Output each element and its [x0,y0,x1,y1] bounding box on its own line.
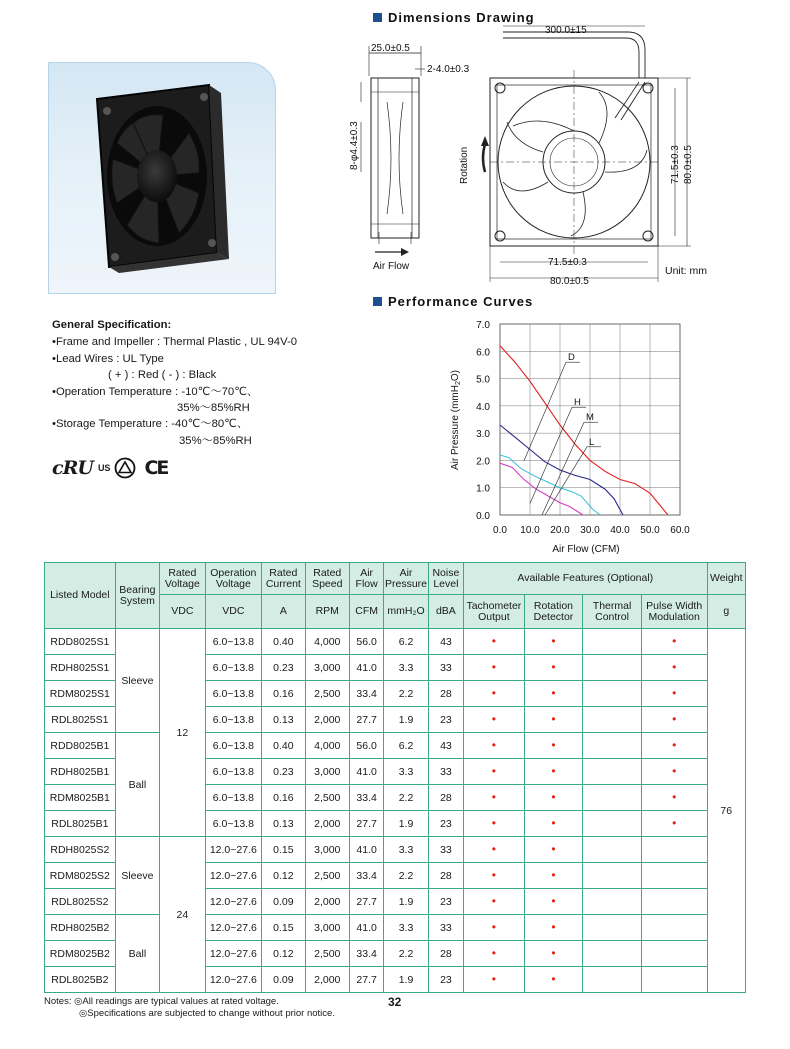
speed-cell: 4,000 [305,629,349,655]
speed-cell: 2,000 [305,707,349,733]
noise-cell: 33 [428,915,463,941]
pwm-cell [641,629,707,655]
op-voltage-cell: 6.0~13.8 [205,733,262,759]
flow-cell: 33.4 [349,941,383,967]
speed-cell: 3,000 [305,915,349,941]
rotation-cell [524,811,583,837]
feature-dot: • [551,763,556,778]
noise-cell: 28 [428,681,463,707]
chart-x-tick: 40.0 [610,525,630,536]
spec-line: ( + ) : Red ( - ) : Black [108,369,217,382]
th-rated-voltage: Rated Voltage [160,563,205,595]
rotation-cell [524,759,583,785]
pwm-cell [641,733,707,759]
bearing-cell: Sleeve [115,837,159,915]
th-rated-current: Rated Current [262,563,305,595]
pwm-cell [641,915,707,941]
op-voltage-cell: 6.0~13.8 [205,629,262,655]
chart-y-tick: 2.0 [476,456,490,468]
op-voltage-cell: 6.0~13.8 [205,655,262,681]
pwm-cell [641,707,707,733]
feature-dot: • [672,711,677,726]
noise-cell: 33 [428,759,463,785]
weight-cell: 76 [707,629,745,993]
speed-cell: 4,000 [305,733,349,759]
unit-speed: RPM [305,595,349,629]
pressure-cell: 2.2 [384,681,428,707]
op-voltage-cell: 12.0~27.6 [205,889,262,915]
tachometer-cell [464,863,525,889]
unit-noise: dBA [428,595,463,629]
curve-label-leader [542,422,584,515]
model-cell: RDH8025B1 [45,759,116,785]
speed-cell: 3,000 [305,759,349,785]
table-row [45,733,746,759]
th-features: Available Features (Optional) [464,563,707,595]
rotation-cell [524,785,583,811]
feature-tachometer: Tachometer Output [464,595,525,629]
feature-dot: • [491,867,496,882]
feature-dot: • [491,945,496,960]
flow-cell: 33.4 [349,785,383,811]
th-rated-speed: Rated Speed [305,563,349,595]
feature-dot: • [672,685,677,700]
rotation-cell [524,941,583,967]
chart-y-axis-label: Air Pressure (mmH$_2$O) [450,369,462,471]
current-cell: 0.09 [262,889,305,915]
model-cell: RDL8025S1 [45,707,116,733]
tachometer-cell [464,967,525,993]
unit-op-voltage: VDC [205,595,262,629]
model-cell: RDL8025S2 [45,889,116,915]
rotation-cell [524,837,583,863]
speed-cell: 2,000 [305,889,349,915]
spec-line: 35%～85%RH [179,434,252,447]
feature-dot: • [551,685,556,700]
op-voltage-cell: 6.0~13.8 [205,759,262,785]
feature-dot: • [491,789,496,804]
noise-cell: 28 [428,863,463,889]
model-cell: RDM8025B1 [45,785,116,811]
section-bullet-icon [373,297,382,306]
curve-label-leader [524,362,566,461]
current-cell: 0.13 [262,707,305,733]
page-number: 32 [388,995,402,1009]
feature-dot: • [491,659,496,674]
dim-frame-h: 80.0±0.5 [550,276,589,287]
speed-cell: 2,000 [305,811,349,837]
thermal-cell [583,629,642,655]
op-voltage-cell: 12.0~27.6 [205,967,262,993]
current-cell: 0.13 [262,811,305,837]
chart-y-tick: 5.0 [476,374,490,386]
current-cell: 0.15 [262,915,305,941]
model-cell: RDD8025S1 [45,629,116,655]
noise-cell: 43 [428,629,463,655]
th-bearing: Bearing System [115,563,159,629]
op-voltage-cell: 12.0~27.6 [205,941,262,967]
chart-x-tick: 0.0 [493,525,507,536]
thermal-cell [583,655,642,681]
th-operation-voltage: Operation Voltage [205,563,262,595]
pwm-cell [641,655,707,681]
tachometer-cell [464,785,525,811]
feature-dot: • [672,815,677,830]
product-photo-panel [48,62,276,294]
tachometer-cell [464,837,525,863]
current-cell: 0.23 [262,759,305,785]
section-bullet-icon [373,13,382,22]
dim-air-flow: Air Flow [373,261,410,272]
table-row [45,915,746,941]
speed-cell: 3,000 [305,655,349,681]
feature-rotation: Rotation Detector [524,595,583,629]
pwm-cell [641,967,707,993]
dim-frame-v: 80.0±0.5 [683,145,694,184]
dimensions-drawing [345,22,720,290]
rated-voltage-cell: 24 [160,837,205,993]
pressure-cell: 6.2 [384,733,428,759]
feature-dot: • [551,919,556,934]
pwm-cell [641,785,707,811]
model-cell: RDH8025S1 [45,655,116,681]
thermal-cell [583,811,642,837]
feature-dot: • [491,971,496,986]
current-cell: 0.23 [262,655,305,681]
feature-dot: • [491,737,496,752]
chart-x-tick: 10.0 [520,525,540,536]
tachometer-cell [464,889,525,915]
performance-chart [440,312,710,557]
curve-H [500,425,623,515]
thermal-cell [583,785,642,811]
rotation-cell [524,707,583,733]
pressure-cell: 2.2 [384,863,428,889]
noise-cell: 28 [428,785,463,811]
bearing-cell: Sleeve [115,629,159,733]
tachometer-cell [464,655,525,681]
rotation-cell [524,655,583,681]
thermal-cell [583,681,642,707]
flow-cell: 56.0 [349,629,383,655]
pressure-cell: 2.2 [384,941,428,967]
pwm-cell [641,889,707,915]
noise-cell: 28 [428,941,463,967]
feature-dot: • [551,789,556,804]
curve-label-L: L [589,436,595,448]
thermal-cell [583,863,642,889]
spec-line: •Frame and Impeller : Thermal Plastic , UL 94V-0 [52,336,298,349]
speed-cell: 3,000 [305,837,349,863]
feature-dot: • [672,737,677,752]
feature-dot: • [672,633,677,648]
op-voltage-cell: 12.0~27.6 [205,915,262,941]
chart-y-tick: 7.0 [476,320,490,331]
front-view [481,26,691,282]
ul-logo: cRU [52,457,93,479]
note-line: Notes: ◎All readings are typical values at rated voltage. [44,996,279,1007]
pwm-cell [641,837,707,863]
rotation-cell [524,733,583,759]
chart-y-tick: 0.0 [476,511,490,522]
tachometer-cell [464,629,525,655]
curve-D [500,346,668,515]
pressure-cell: 1.9 [384,889,428,915]
model-cell: RDL8025B1 [45,811,116,837]
pwm-cell [641,681,707,707]
current-cell: 0.09 [262,967,305,993]
feature-dot: • [672,763,677,778]
rotation-cell [524,889,583,915]
feature-dot: • [491,633,496,648]
th-noise: Noise Level [428,563,463,595]
rotation-cell [524,967,583,993]
unit-flow: CFM [349,595,383,629]
feature-dot: • [551,737,556,752]
curve-label-H: H [574,397,581,409]
flow-cell: 41.0 [349,915,383,941]
spec-line: •Operation Temperature : -10℃～70℃、 [52,385,259,398]
feature-dot: • [491,685,496,700]
side-view [361,46,425,256]
model-cell: RDD8025B1 [45,733,116,759]
model-cell: RDH8025S2 [45,837,116,863]
pressure-cell: 2.2 [384,785,428,811]
performance-title: Performance Curves [373,294,533,309]
pwm-cell [641,863,707,889]
ul-us-label: US [97,463,111,473]
dim-holes: 8-φ4.4±0.3 [349,121,360,170]
th-air-flow: Air Flow [349,563,383,595]
chart-x-axis-label: Air Flow (CFM) [552,544,620,555]
current-cell: 0.12 [262,863,305,889]
flow-cell: 27.7 [349,889,383,915]
feature-dot: • [551,815,556,830]
chart-y-tick: 1.0 [476,483,490,495]
table-row [45,837,746,863]
current-cell: 0.12 [262,941,305,967]
rotation-cell [524,681,583,707]
chart-y-tick: 3.0 [476,429,490,441]
pwm-cell [641,941,707,967]
chart-y-tick: 4.0 [476,401,490,413]
feature-dot: • [491,763,496,778]
op-voltage-cell: 12.0~27.6 [205,863,262,889]
flow-cell: 33.4 [349,681,383,707]
noise-cell: 23 [428,889,463,915]
dimensions-title: Dimensions Drawing [373,10,535,25]
th-air-pressure: Air Pressure [384,563,428,595]
flow-cell: 41.0 [349,837,383,863]
tachometer-cell [464,707,525,733]
feature-dot: • [672,789,677,804]
speed-cell: 2,000 [305,967,349,993]
current-cell: 0.15 [262,837,305,863]
op-voltage-cell: 6.0~13.8 [205,707,262,733]
unit-pressure: mmH₂O [384,595,428,629]
spec-line: •Lead Wires : UL Type [52,352,164,365]
tachometer-cell [464,681,525,707]
feature-dot: • [672,659,677,674]
ce-logo: CE [144,457,168,479]
rotation-label: Rotation [459,146,470,184]
thermal-cell [583,915,642,941]
flow-cell: 27.7 [349,811,383,837]
noise-cell: 33 [428,837,463,863]
op-voltage-cell: 6.0~13.8 [205,811,262,837]
general-specification [52,317,342,449]
pressure-cell: 1.9 [384,707,428,733]
pressure-cell: 1.9 [384,811,428,837]
thermal-cell [583,707,642,733]
thermal-cell [583,889,642,915]
dim-rib: 2-4.0±0.3 [427,64,470,75]
current-cell: 0.40 [262,733,305,759]
th-weight: Weight [707,563,745,595]
model-cell: RDM8025S2 [45,863,116,889]
chart-x-tick: 30.0 [580,525,600,536]
model-cell: RDM8025S1 [45,681,116,707]
thermal-cell [583,837,642,863]
fan-photo [49,63,277,295]
speed-cell: 2,500 [305,941,349,967]
pressure-cell: 1.9 [384,967,428,993]
flow-cell: 56.0 [349,733,383,759]
dim-thickness: 25.0±0.5 [371,43,410,54]
model-cell: RDM8025B2 [45,941,116,967]
thermal-cell [583,941,642,967]
speed-cell: 2,500 [305,863,349,889]
feature-dot: • [551,633,556,648]
noise-cell: 23 [428,811,463,837]
curve-label-M: M [586,412,594,424]
flow-cell: 27.7 [349,707,383,733]
current-cell: 0.16 [262,785,305,811]
current-cell: 0.16 [262,681,305,707]
noise-cell: 33 [428,655,463,681]
op-voltage-cell: 12.0~27.6 [205,837,262,863]
unit-current: A [262,595,305,629]
chart-y-tick: 6.0 [476,347,490,359]
feature-dot: • [551,659,556,674]
model-cell: RDH8025B2 [45,915,116,941]
dim-lead-length: 300.0±15 [545,25,587,36]
feature-dot: • [551,711,556,726]
feature-dot: • [491,711,496,726]
thermal-cell [583,759,642,785]
feature-dot: • [551,971,556,986]
flow-cell: 33.4 [349,863,383,889]
rotation-cell [524,915,583,941]
rotation-cell [524,863,583,889]
feature-dot: • [551,945,556,960]
feature-thermal: Thermal Control [583,595,642,629]
noise-cell: 23 [428,967,463,993]
thermal-cell [583,967,642,993]
current-cell: 0.40 [262,629,305,655]
flow-cell: 41.0 [349,655,383,681]
rotation-cell [524,629,583,655]
op-voltage-cell: 6.0~13.8 [205,681,262,707]
pressure-cell: 3.3 [384,759,428,785]
pwm-cell [641,811,707,837]
feature-dot: • [491,919,496,934]
bearing-cell: Ball [115,733,159,837]
tachometer-cell [464,941,525,967]
curve-label-D: D [568,352,575,364]
chart-x-tick: 60.0 [670,525,690,536]
pressure-cell: 3.3 [384,655,428,681]
feature-pwm: Pulse Width Modulation [641,595,707,629]
pwm-cell [641,759,707,785]
thermal-cell [583,733,642,759]
speed-cell: 2,500 [305,681,349,707]
op-voltage-cell: 6.0~13.8 [205,785,262,811]
pressure-cell: 3.3 [384,837,428,863]
flow-cell: 27.7 [349,967,383,993]
certification-marks [52,456,167,480]
pressure-cell: 6.2 [384,629,428,655]
tachometer-cell [464,759,525,785]
noise-cell: 23 [428,707,463,733]
dim-unit: Unit: mm [665,265,707,277]
notes [44,996,335,1020]
tachometer-cell [464,915,525,941]
note-line: ◎Specifications are subjected to change without prior notice. [79,1008,335,1019]
feature-dot: • [491,841,496,856]
dim-hole-pitch-v: 71.5±0.3 [670,145,681,184]
speed-cell: 2,500 [305,785,349,811]
rated-voltage-cell: 12 [160,629,205,837]
spec-line: •Storage Temperature : -40℃～80℃、 [52,418,249,431]
tachometer-cell [464,811,525,837]
unit-voltage: VDC [160,595,205,629]
th-listed-model: Listed Model [45,563,116,629]
feature-dot: • [551,867,556,882]
noise-cell: 43 [428,733,463,759]
dim-hole-pitch-h: 71.5±0.3 [548,257,587,268]
feature-dot: • [551,893,556,908]
unit-weight: g [707,595,745,629]
feature-dot: • [491,815,496,830]
spec-line: 35%～85%RH [177,402,250,415]
feature-dot: • [491,893,496,908]
flow-cell: 41.0 [349,759,383,785]
pressure-cell: 3.3 [384,915,428,941]
spec-title: General Specification: [52,319,172,331]
chart-x-tick: 20.0 [550,525,570,536]
spec-table [44,562,746,993]
feature-dot: • [551,841,556,856]
bearing-cell: Ball [115,915,159,993]
model-cell: RDL8025B2 [45,967,116,993]
tachometer-cell [464,733,525,759]
chart-x-tick: 50.0 [640,525,660,536]
tuv-triangle-icon [114,457,136,479]
curve-L [500,463,583,515]
table-row [45,629,746,655]
